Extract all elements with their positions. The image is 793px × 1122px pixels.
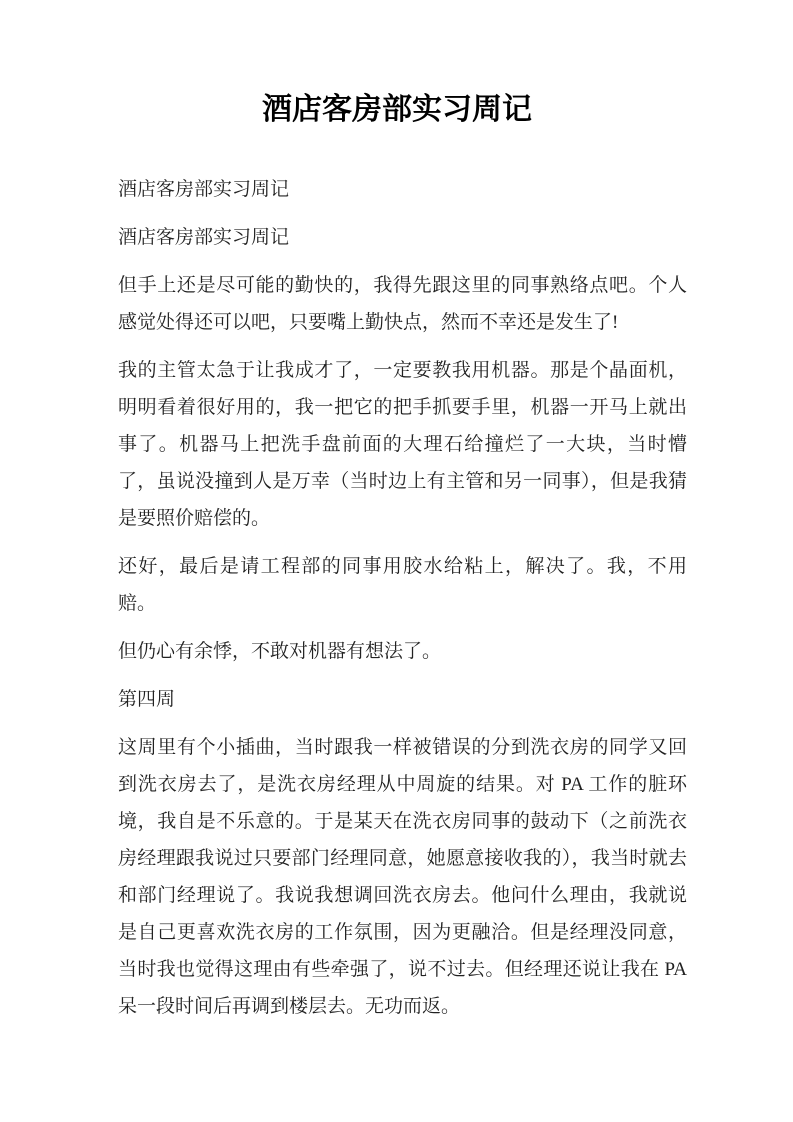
- paragraph-resolution: 还好，最后是请工程部的同事用胶水给粘上，解决了。我，不用赔。: [118, 556, 687, 614]
- paragraph-repeat-title-2: 酒店客房部实习周记: [118, 227, 290, 248]
- paragraph-repeat-title-1: 酒店客房部实习周记: [118, 179, 290, 200]
- paragraph-machine-accident: 我的主管太急于让我成才了，一定要教我用机器。那是个晶面机，明明看着很好用的，我一把它的把手抓要手里，机器一开马上就出事了。机器马上把洗手盘前面的大理石给撞烂了一大块，当时懵了，虽说没撞到人是万幸（当时边上有主管和另一同事），但是我猜是要照价赔偿的。: [118, 360, 687, 529]
- paragraph-week4-story: 这周里有个小插曲，当时跟我一样被错误的分到洗衣房的同学又回到洗衣房去了，是洗衣房经理从中周旋的结果。对 PA 工作的脏环境，我自是不乐意的。于是某天在洗衣房同事的鼓动下（之前洗衣房经理跟我说过只要部门经理同意，她愿意接收我的），我当时就去和部门经理说了。我说我想调回洗衣房去。他问什么理由，我就说是自己更喜欢洗衣房的工作氛围，因为更融洽。但是经理没同意，当时我也觉得这理由有些牵强了，说不过去。但经理还说让我在 PA 呆一段时间后再调到楼层去。无功而返。: [118, 737, 687, 1017]
- paragraph-lingering-fear: 但仍心有余悸，不敢对机器有想法了。: [118, 641, 442, 662]
- paragraph-week4-heading: 第四周: [118, 689, 176, 710]
- paragraph-week3-intro: 但手上还是尽可能的勤快的，我得先跟这里的同事熟络点吧。个人感觉处得还可以吧，只要嘴上勤快点，然而不幸还是发生了!: [118, 275, 687, 333]
- document-title: 酒店客房部实习周记: [262, 93, 532, 126]
